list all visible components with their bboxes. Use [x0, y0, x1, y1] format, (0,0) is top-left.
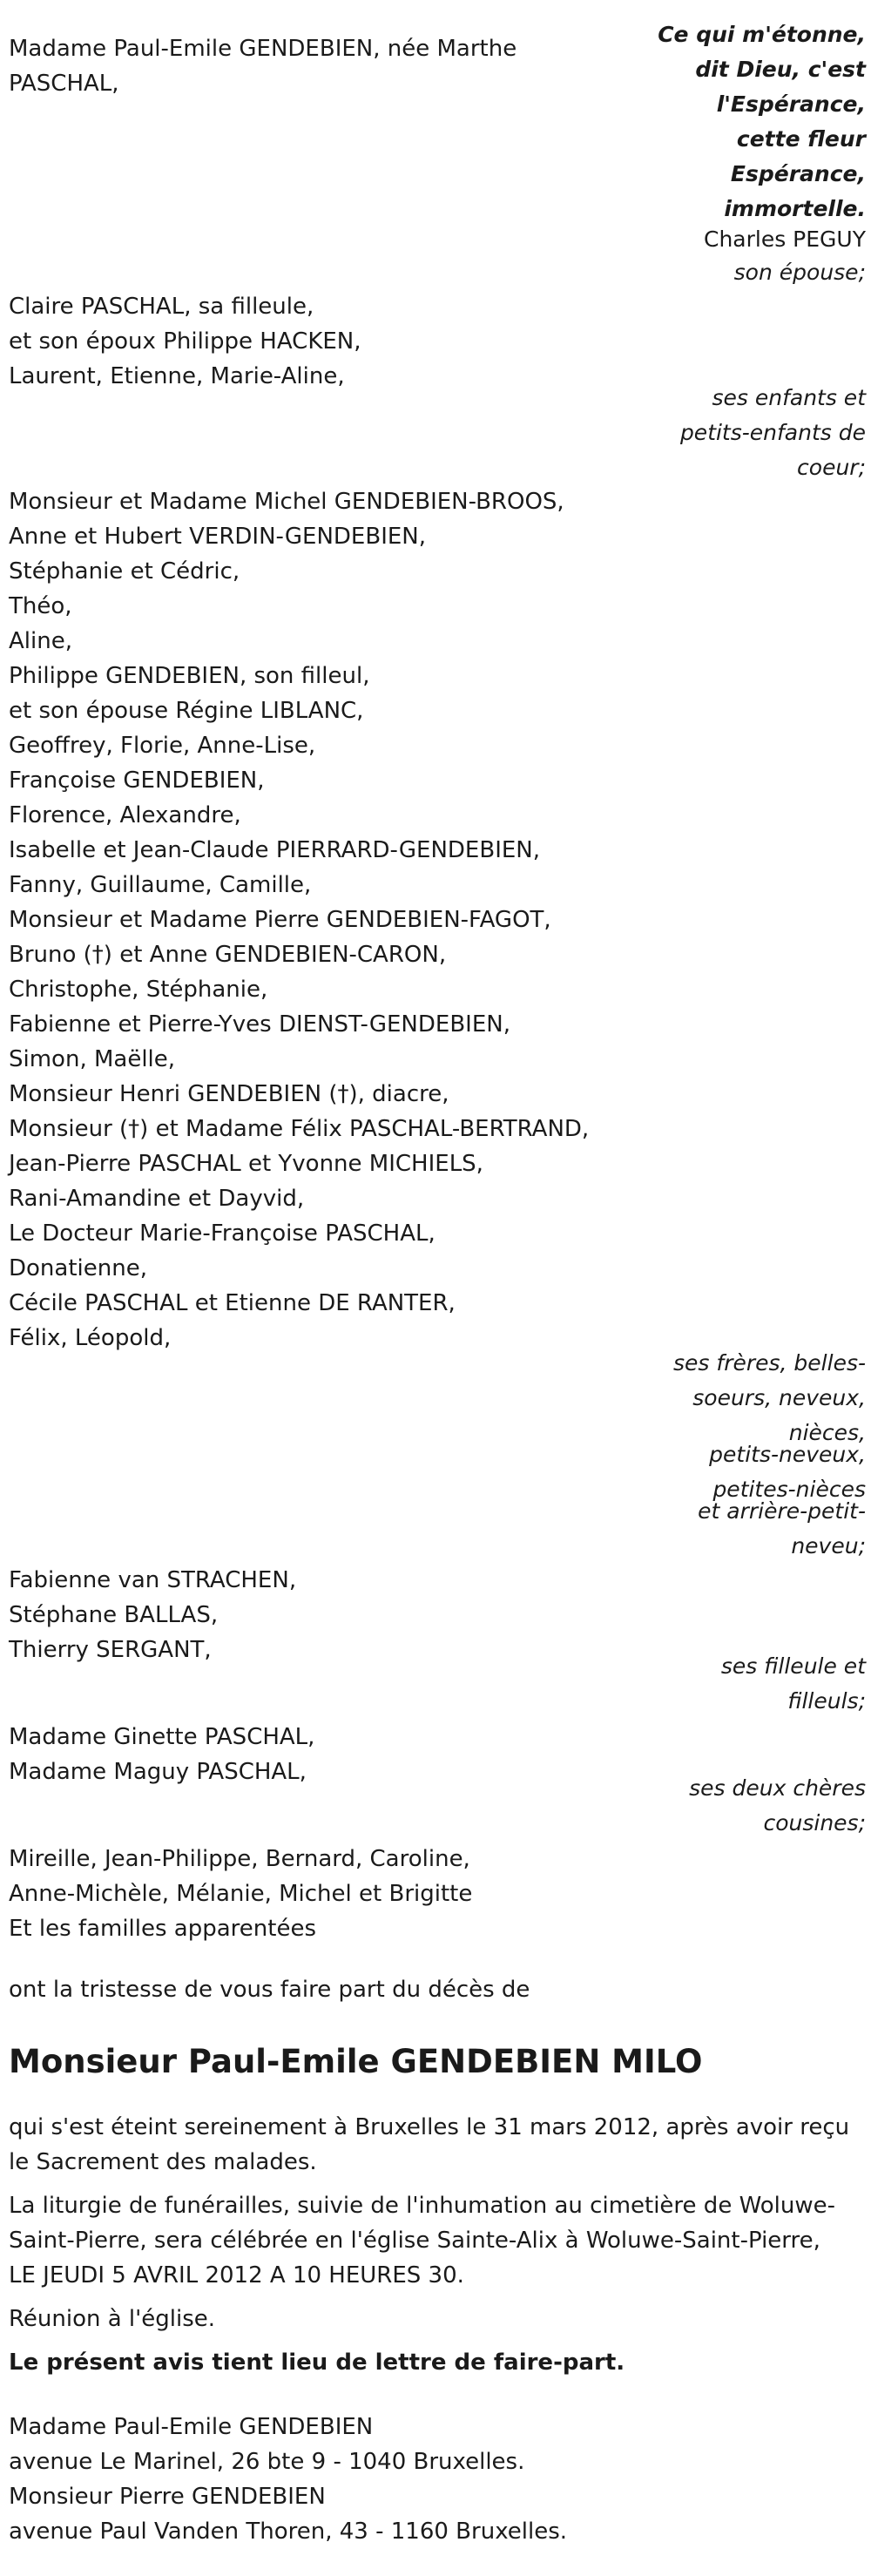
- label-children: coeur;: [797, 455, 866, 480]
- sibling-line: Aline,: [9, 628, 72, 654]
- address-line: Madame Paul-Emile GENDEBIEN: [9, 2414, 374, 2440]
- label-siblings: ses frères, belles-: [673, 1350, 866, 1376]
- sibling-line: Florence, Alexandre,: [9, 802, 241, 828]
- godchild-line: Fabienne van STRACHEN,: [9, 1567, 297, 1593]
- quote-line: cette fleur: [736, 126, 866, 152]
- spouse-line: PASCHAL,: [9, 71, 119, 97]
- label-spouse: son épouse;: [733, 260, 866, 285]
- sibling-line: Philippe GENDEBIEN, son filleul,: [9, 663, 370, 689]
- quote-line: dit Dieu, c'est: [695, 57, 866, 82]
- liturgy-line: La liturgie de funérailles, suivie de l'inhumation au cimetière de Woluwe-: [9, 2193, 836, 2219]
- sibling-line: Bruno (†) et Anne GENDEBIEN-CARON,: [9, 942, 447, 968]
- liturgy-line: LE JEUDI 5 AVRIL 2012 A 10 HEURES 30.: [9, 2262, 464, 2289]
- reunion-line: Réunion à l'église.: [9, 2306, 216, 2332]
- sibling-line: Anne et Hubert VERDIN-GENDEBIEN,: [9, 524, 427, 550]
- quote-line: Espérance,: [730, 161, 866, 186]
- cousin-line: Madame Ginette PASCHAL,: [9, 1724, 315, 1750]
- sibling-line: Françoise GENDEBIEN,: [9, 767, 265, 794]
- quote-line: Ce qui m'étonne,: [658, 22, 866, 47]
- sibling-line: Stéphanie et Cédric,: [9, 558, 240, 585]
- sibling-line: Monsieur Henri GENDEBIEN (†), diacre,: [9, 1081, 449, 1107]
- godchild-line: Stéphane BALLAS,: [9, 1602, 219, 1628]
- label-cousins: cousines;: [763, 1810, 866, 1836]
- sibling-line: Isabelle et Jean-Claude PIERRARD-GENDEBIEN,: [9, 837, 540, 863]
- children-line: Laurent, Etienne, Marie-Aline,: [9, 363, 345, 389]
- liturgy-line: Saint-Pierre, sera célébrée en l'église Sainte-Alix à Woluwe-Saint-Pierre,: [9, 2228, 820, 2254]
- label-siblings: soeurs, neveux,: [692, 1385, 866, 1410]
- quote-line: immortelle.: [724, 196, 866, 221]
- address-line: avenue Paul Vanden Thoren, 43 - 1160 Bruxelles.: [9, 2519, 568, 2545]
- death-line: qui s'est éteint sereinement à Bruxelles le 31 mars 2012, après avoir reçu: [9, 2114, 850, 2140]
- sibling-line: Fanny, Guillaume, Camille,: [9, 872, 312, 898]
- sibling-line: Jean-Pierre PASCHAL et Yvonne MICHIELS,: [9, 1151, 483, 1177]
- label-godchildren: filleuls;: [787, 1688, 866, 1714]
- label-children: petits-enfants de: [679, 420, 866, 445]
- quote-author: Charles PEGUY: [703, 226, 866, 252]
- label-siblings: nièces,: [788, 1420, 866, 1445]
- label-siblings: petites-nièces: [712, 1477, 866, 1502]
- sibling-line: Félix, Léopold,: [9, 1325, 172, 1351]
- announcement: ont la tristesse de vous faire part du décès de: [9, 1977, 530, 2003]
- quote-line: l'Espérance,: [716, 91, 866, 117]
- death-line: le Sacrement des malades.: [9, 2149, 317, 2175]
- label-siblings: petits-neveux,: [709, 1442, 866, 1467]
- sibling-line: Cécile PASCHAL et Etienne DE RANTER,: [9, 1290, 456, 1316]
- deceased-name: Monsieur Paul-Emile GENDEBIEN MILO: [9, 2043, 703, 2080]
- address-line: avenue Le Marinel, 26 bte 9 - 1040 Bruxelles.: [9, 2449, 525, 2475]
- label-godchildren: ses filleule et: [720, 1653, 866, 1679]
- sibling-line: Monsieur et Madame Pierre GENDEBIEN-FAGOT,: [9, 907, 551, 933]
- sibling-line: Fabienne et Pierre-Yves DIENST-GENDEBIEN,: [9, 1011, 510, 1038]
- sibling-line: Simon, Maëlle,: [9, 1046, 176, 1072]
- children-line: et son époux Philippe HACKEN,: [9, 328, 361, 355]
- label-children: ses enfants et: [712, 385, 866, 410]
- address-line: Monsieur Pierre GENDEBIEN: [9, 2484, 326, 2510]
- label-siblings: et arrière-petit-: [698, 1498, 866, 1524]
- notice-line: Le présent avis tient lieu de lettre de faire-part.: [9, 2350, 625, 2376]
- sibling-line: Monsieur (†) et Madame Félix PASCHAL-BERTRAND,: [9, 1116, 590, 1142]
- label-cousins: ses deux chères: [689, 1775, 866, 1801]
- sibling-line: Théo,: [9, 593, 72, 619]
- sibling-line: Le Docteur Marie-Françoise PASCHAL,: [9, 1220, 436, 1247]
- children-line: Claire PASCHAL, sa filleule,: [9, 294, 314, 320]
- sibling-line: Christophe, Stéphanie,: [9, 977, 268, 1003]
- sibling-line: Rani-Amandine et Dayvid,: [9, 1186, 305, 1212]
- sibling-line: Geoffrey, Florie, Anne-Lise,: [9, 733, 316, 759]
- label-siblings: neveu;: [791, 1533, 866, 1558]
- sibling-line: et son épouse Régine LIBLANC,: [9, 698, 364, 724]
- godchild-line: Thierry SERGANT,: [9, 1637, 212, 1663]
- cousin-line: Madame Maguy PASCHAL,: [9, 1759, 307, 1785]
- family-line: Et les familles apparentées: [9, 1916, 317, 1942]
- family-line: Anne-Michèle, Mélanie, Michel et Brigitte: [9, 1881, 473, 1907]
- sibling-line: Donatienne,: [9, 1255, 147, 1281]
- family-line: Mireille, Jean-Philippe, Bernard, Caroline,: [9, 1846, 470, 1872]
- spouse-line: Madame Paul-Emile GENDEBIEN, née Marthe: [9, 36, 517, 62]
- sibling-line: Monsieur et Madame Michel GENDEBIEN-BROOS,: [9, 489, 564, 515]
